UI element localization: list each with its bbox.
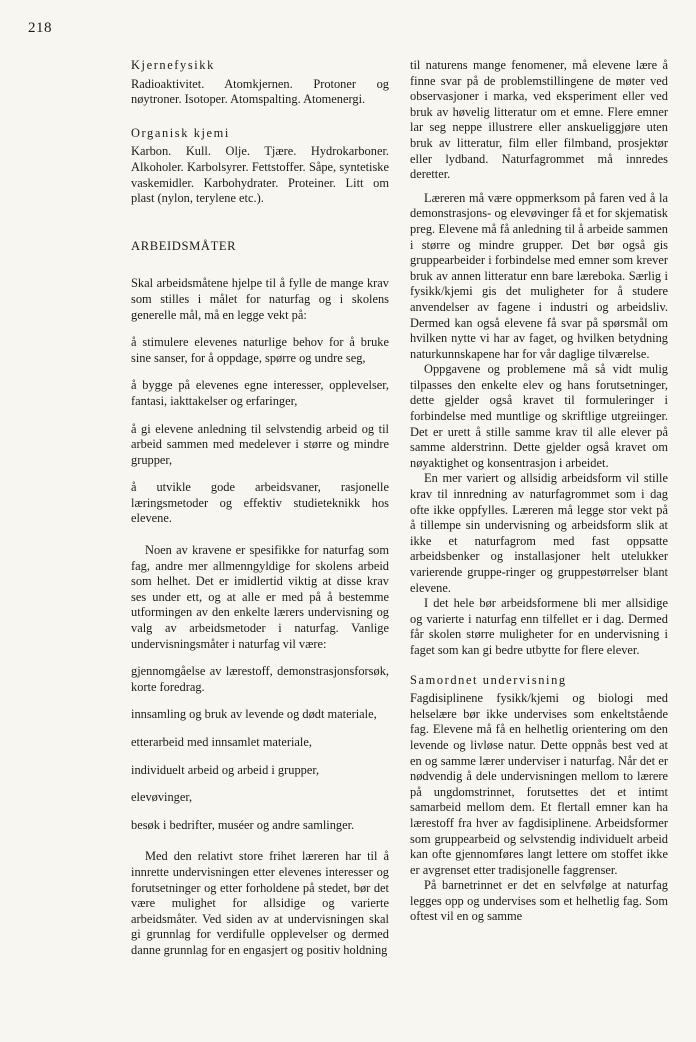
- paragraph-overall: I det hele bør arbeidsformene bli mer allsidige og varierte i naturfag enn tilfellet er i dag. Dermed får skolen større muligheter for en undervisning i faget som kan gi bedre utbytte for flere elever.: [410, 596, 668, 657]
- organisk-kjemi-text: Karbon. Kull. Olje. Tjære. Hydrokarboner. Alkoholer. Karbolsyrer. Fettstoffer. Såpe, syntetiske vaskemidler. Karbohydrater. Proteiner. Litt om plast (nylon, terylene etc.).: [131, 144, 389, 206]
- page-number: 218: [28, 20, 52, 36]
- method-item: besøk i bedrifter, muséer og andre samlinger.: [131, 817, 355, 832]
- method-item: elevøvinger,: [131, 790, 193, 805]
- goal-item: å bygge på elevenes egne interesser, opplevelser, fantasi, iakttakelser og erfaringer,: [131, 378, 389, 408]
- paragraph-tasks: Oppgavene og problemene må så vidt mulig tilpasses den enkelte elev og hans forutsetninger, dette gjelder også kravet til formuleringer i forbindelse med muntlige og skriftlige utgreiinger. Det er urett å stille samme krav til alle elever på samme alderstrinn. Dette gjelder også kravet om nøyaktighet og konsentrasjon i arbeidet.: [410, 362, 668, 470]
- section-kjernefysikk: [131, 58, 389, 108]
- freedom-paragraph: Med den relativt store frihet læreren har til å innrette undervisningen etter elevenes interesser og forutsetninger og etter forholdene på stedet, bør det være mulighet for allsidige og varierte arbeidsmåter. Ved siden av at undervisningen skal gi grunnlag for verdifulle opplevelser og dermed danne grunnlag for en engasjert og positiv holdning: [131, 849, 389, 957]
- subheading-samordnet: Samordnet undervisning: [410, 672, 567, 687]
- goal-item: å stimulere elevenes naturlige behov for å bruke sine sanser, for å oppdage, spørre og undre seg,: [131, 335, 389, 365]
- method-item: etterarbeid med innsamlet materiale,: [131, 735, 312, 749]
- subheading-kjernefysikk: Kjernefysikk: [131, 58, 215, 72]
- paragraph-disciplines: Fagdisiplinene fysikk/kjemi og biologi med helselære bør ikke undervises som enkeltstående fag. Elevene må få en helhetlig orientering om den levende og livløse natur. Dette oppnås best ved at en og samme lærer underviser i naturfag. Når det er nødvendig å dele undervisningen mellom to lærere på ungdomstrinnet, forutsettes det et intimt samarbeid mellom dem. Et flertall emner kan ha lærestoff fra hver av fagdisiplinene. Arbeidsformer som gruppearbeid og selvstendig individuelt arbeid kan ofte gjennomføres langt lettere om stoffet ikke er avgrenset etter tradisjonelle faggrenser.: [410, 691, 668, 877]
- paragraph-work-form: En mer variert og allsidig arbeidsform vil stille krav til innredning av naturfagrommet som i dag ofte ikke oppfylles. Læreren må legge stor vekt på å tillempe sin undervisning og arbeidsform slik at ikke et naturfagrom med fast oppsatte arbeidsbenker og installasjoner helt utelukker varierende gruppe-ringer og gruppestørrelser blant elevene.: [410, 471, 668, 595]
- goal-item: å utvikle gode arbeidsvaner, rasjonelle læringsmetoder og effektiv studieteknikk hos elevene.: [131, 480, 389, 526]
- left-column: [131, 58, 389, 959]
- section-organisk-kjemi: [131, 126, 389, 207]
- paragraph-teacher-awareness: Læreren må være oppmerksom på faren ved å la demonstrasjons- og elevøvinger få et for skjematisk preg. Elevene må få anledning til å arbeide sammen i større og mindre grupper. Det bør også gis gruppearbeider i forbindelse med emner som krever bruk av annen litteratur enn bare læreboka. Særlig i fysikk/kjemi gis det muligheter for å studere anvendelser av fagene i industri og arbeidsliv. Dermed kan også elevene få svar på spørsmål om hvilken nytte vi har av faget, og hvilken betydning naturkunnskapene har for vår daglige tilværelse.: [410, 190, 668, 361]
- right-column: [410, 58, 668, 925]
- goal-item: å gi elevene anledning til selvstendig arbeid og til arbeid sammen med medelever i større og mindre grupper,: [131, 421, 389, 467]
- section-title-arbeidsmater: ARBEIDSMÅTER: [131, 238, 237, 253]
- method-item: gjennomgåelse av lærestoff, demonstrasjonsforsøk, korte foredrag.: [131, 664, 389, 694]
- method-item: innsamling og bruk av levende og dødt materiale,: [131, 707, 377, 722]
- paragraph-barnetrinnet: På barnetrinnet er det en selvfølge at naturfag legges opp og undervises som et helhetlig fag. Som oftest vil en og samme: [410, 878, 668, 924]
- kjernefysikk-text: Radioaktivitet. Atomkjernen. Protoner og nøytroner. Isotoper. Atomspalting. Atomenergi.: [131, 76, 389, 107]
- paragraph-continuation: til naturens mange fenomener, må elevene lære å finne svar på de problemstillingene de møter ved observasjoner i marka, ved eksperiment eller ved bruk av høvelig litteratur om et emne. Flere emner lar seg neppe illustrere eller anskueliggjøre uten bruk av litteratur, film eller filmband, prosjektør eller lydband. Naturfagrommet må innredes deretter.: [410, 58, 668, 182]
- requirements-paragraph: Noen av kravene er spesifikke for naturfag som fag, andre mer allmenngyldige for skolens arbeid som helhet. Det er imidlertid viktig at disse krav ses under ett, og at alle er med på å bestemme utformingen av den enkelte lærers undervisning og valg av arbeidsmetoder i naturfag. Vanlige undervisningsmåter i naturfag vil være:: [131, 543, 389, 651]
- intro-paragraph: Skal arbeidsmåtene hjelpe til å fylle de mange krav som stilles i målet for naturfag og i skolens generelle mål, må en legge vekt på:: [131, 276, 389, 322]
- method-item: individuelt arbeid og arbeid i grupper,: [131, 762, 320, 777]
- subheading-organisk-kjemi: Organisk kjemi: [131, 125, 230, 140]
